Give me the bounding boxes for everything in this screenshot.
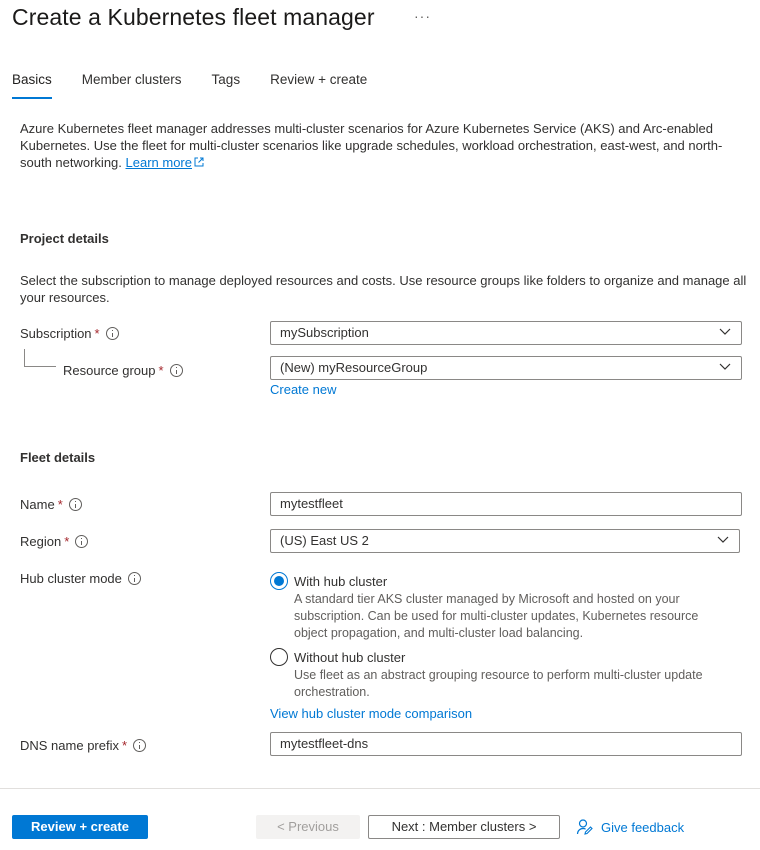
intro-description: Azure Kubernetes fleet manager addresses multi-cluster scenarios for Azure Kubernetes Service (AKS) and Arc-enabled Kubernetes. Use the fleet for multi-cluster scenarios like upgrade schedules, workload orchestration, east-west, and north-south networking. [20,121,723,170]
region-label-text: Region [20,534,62,549]
with-hub-cluster-description: A standard tier AKS cluster managed by Microsoft and hosted on your subscription. Can be used for multi-cluster updates, Kubernetes resource object propagation, and multi-cluster load balancing. [294,592,699,640]
learn-more-link[interactable]: Learn more [125,155,192,170]
chevron-down-icon [717,536,729,544]
without-hub-cluster-radio[interactable] [270,648,288,666]
subscription-value: mySubscription [280,325,369,340]
required-marker: * [57,497,63,512]
region-label [20,534,88,549]
info-icon[interactable] [133,739,146,752]
name-value: mytestfleet [280,496,343,511]
name-label-text: Name [20,497,55,512]
review-create-button[interactable]: Review + create [12,815,148,839]
give-feedback-link[interactable] [576,818,684,836]
subscription-dropdown[interactable] [270,321,742,345]
tree-connector [24,349,25,367]
region-dropdown[interactable] [270,529,740,553]
previous-button[interactable]: < Previous [256,815,360,839]
subscription-label [20,326,119,341]
external-link-icon [194,157,204,167]
fleet-details-heading: Fleet details [20,450,96,465]
region-value: (US) East US 2 [280,533,369,548]
with-hub-cluster-label[interactable]: With hub cluster [294,574,388,589]
subscription-label-text: Subscription [20,326,92,341]
next-member-clusters-button[interactable]: Next : Member clusters > [368,815,560,839]
required-marker: * [64,534,70,549]
resource-group-value: (New) myResourceGroup [280,360,428,375]
tree-connector [24,366,56,367]
info-icon[interactable] [128,572,141,585]
chevron-down-icon [719,328,731,336]
footer-divider [0,788,760,789]
info-icon[interactable] [106,327,119,340]
required-marker: * [121,738,128,753]
hub-mode-comparison-link[interactable]: View hub cluster mode comparison [270,706,473,721]
resource-group-label-text: Resource group [63,363,156,378]
resource-group-dropdown[interactable] [270,356,742,380]
project-details-heading: Project details [20,231,109,246]
tab-bar [12,72,397,95]
page-title: Create a Kubernetes fleet manager [12,4,375,30]
required-marker: * [158,363,164,378]
required-marker: * [94,326,100,341]
info-icon[interactable] [75,535,88,548]
chevron-down-icon [719,363,731,371]
tab-tags[interactable]: Tags [211,72,241,87]
intro-text [20,120,730,171]
project-details-description: Select the subscription to manage deployed resources and costs. Use resource groups like folders to organize and manage all your resources. [20,273,747,305]
dns-name-prefix-label-text: DNS name prefix [20,738,119,753]
create-new-link[interactable]: Create new [270,382,337,397]
hub-cluster-mode-label [20,571,141,586]
info-icon[interactable] [170,364,183,377]
without-hub-cluster-description: Use fleet as an abstract grouping resource to perform multi-cluster update orchestration. [294,668,703,699]
more-options-icon[interactable]: ··· [414,8,431,24]
with-hub-cluster-radio[interactable] [270,572,288,590]
feedback-person-icon [576,818,594,836]
give-feedback-label[interactable]: Give feedback [601,819,685,835]
name-label [20,497,82,512]
dns-name-prefix-value: mytestfleet-dns [280,736,369,751]
tab-member-clusters[interactable]: Member clusters [81,72,182,87]
dns-name-prefix-label [20,738,146,753]
name-input[interactable] [270,492,742,516]
info-icon[interactable] [69,498,82,511]
dns-name-prefix-input[interactable] [270,732,742,756]
hub-cluster-mode-label-text: Hub cluster mode [20,571,122,586]
resource-group-label [63,363,183,378]
tab-review-create[interactable]: Review + create [270,72,368,87]
tab-basics[interactable]: Basics [12,72,52,95]
without-hub-cluster-label[interactable]: Without hub cluster [294,650,406,665]
